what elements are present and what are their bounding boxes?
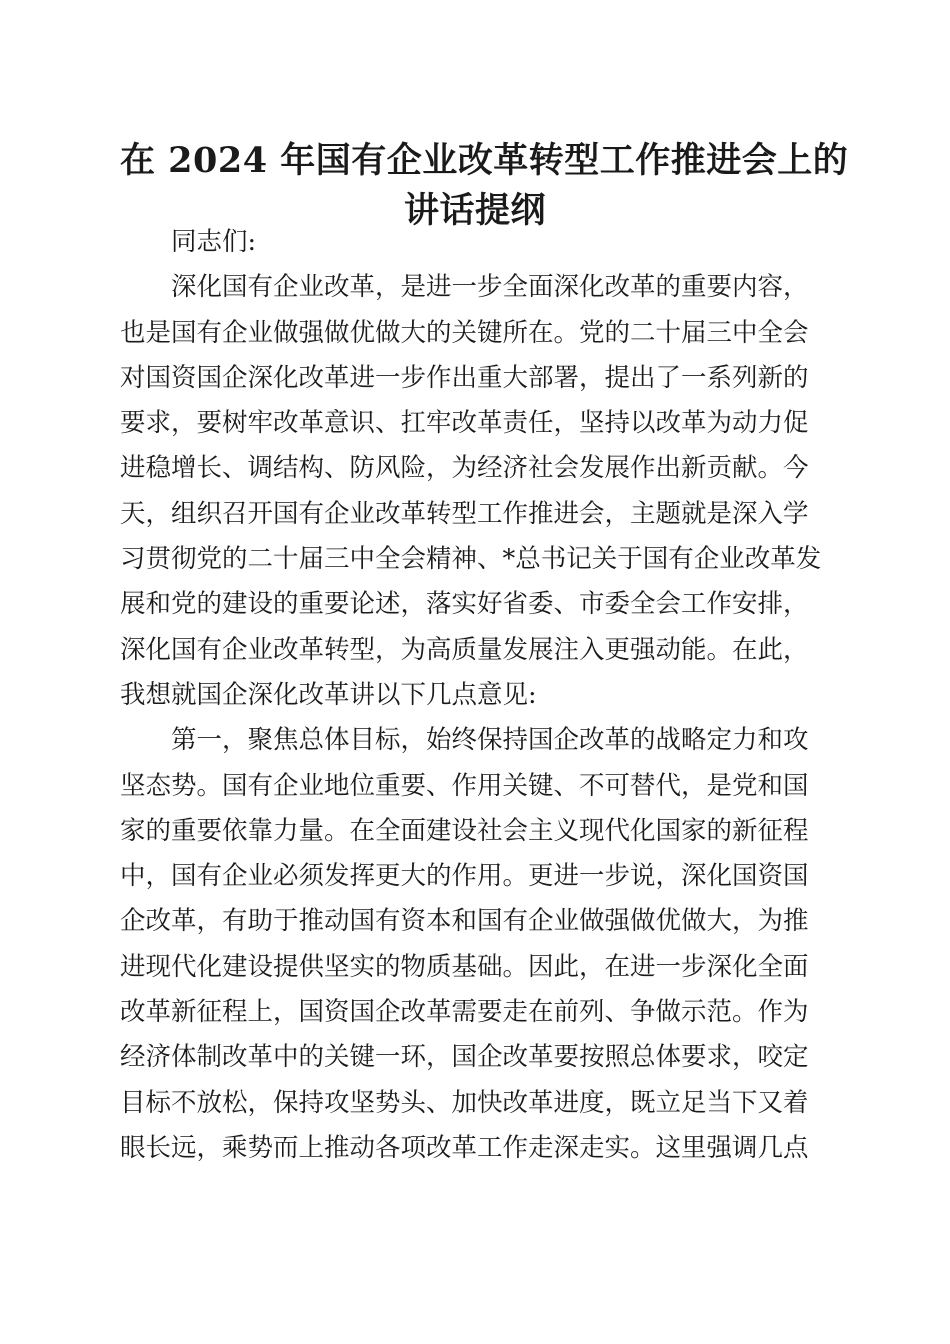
paragraph-2-line-1: 第一，聚焦总体目标，始终保持国企改革的战略定力和攻 [171, 725, 809, 756]
title-line-1: 在 2024 年国有企业改革转型工作推进会上的 [120, 140, 849, 181]
paragraph-2-line-6: 进现代化建设提供坚实的物质基础。因此，在进一步深化全面 [120, 951, 809, 982]
salutation: 同志们: [171, 227, 257, 257]
paragraph-1-line-10: 我想就国企深化改革讲以下几点意见: [120, 679, 537, 710]
paragraph-2-line-10: 眼长远，乘势而上推动各项改革工作走深走实。这里强调几点 [120, 1132, 809, 1163]
paragraph-2-line-2: 坚态势。国有企业地位重要、作用关键、不可替代，是党和国 [120, 770, 809, 801]
paragraph-1-line-8: 展和党的建设的重要论述，落实好省委、市委全会工作安排， [120, 589, 809, 620]
paragraph-1-line-4: 要求，要树牢改革意识、扛牢改革责任，坚持以改革为动力促 [120, 408, 809, 439]
paragraph-2-line-4: 中，国有企业必须发挥更大的作用。更进一步说，深化国资国 [120, 861, 809, 892]
paragraph-2-line-7: 改革新征程上，国资国企改革需要走在前列、争做示范。作为 [120, 997, 809, 1028]
paragraph-2-line-8: 经济体制改革中的关键一环，国企改革要按照总体要求，咬定 [120, 1042, 809, 1073]
title-line-2: 讲话提纲 [403, 190, 546, 231]
paragraph-1-line-6: 天，组织召开国有企业改革转型工作推进会，主题就是深入学 [120, 498, 809, 529]
paragraph-1-line-1: 深化国有企业改革，是进一步全面深化改革的重要内容， [171, 272, 809, 303]
paragraph-2-line-5: 企改革，有助于推动国有资本和国有企业做强做优做大，为推 [120, 906, 809, 937]
paragraph-1-line-9: 深化国有企业改革转型，为高质量发展注入更强动能。在此， [120, 634, 809, 665]
document-body [120, 220, 825, 1171]
paragraph-1-line-5: 进稳增长、调结构、防风险，为经济社会发展作出新贡献。今 [120, 453, 809, 484]
paragraph-2-line-3: 家的重要依靠力量。在全面建设社会主义现代化国家的新征程 [120, 815, 809, 846]
paragraph-2-line-9: 目标不放松，保持攻坚势头、加快改革进度，既立足当下又着 [120, 1087, 809, 1118]
paragraph-1-line-7: 习贯彻党的二十届三中全会精神、*总书记关于国有企业改革发 [120, 544, 822, 575]
paragraph-1-line-3: 对国资国企深化改革进一步作出重大部署，提出了一系列新的 [120, 362, 809, 393]
paragraph-1-line-2: 也是国有企业做强做优做大的关键所在。党的二十届三中全会 [120, 317, 809, 348]
